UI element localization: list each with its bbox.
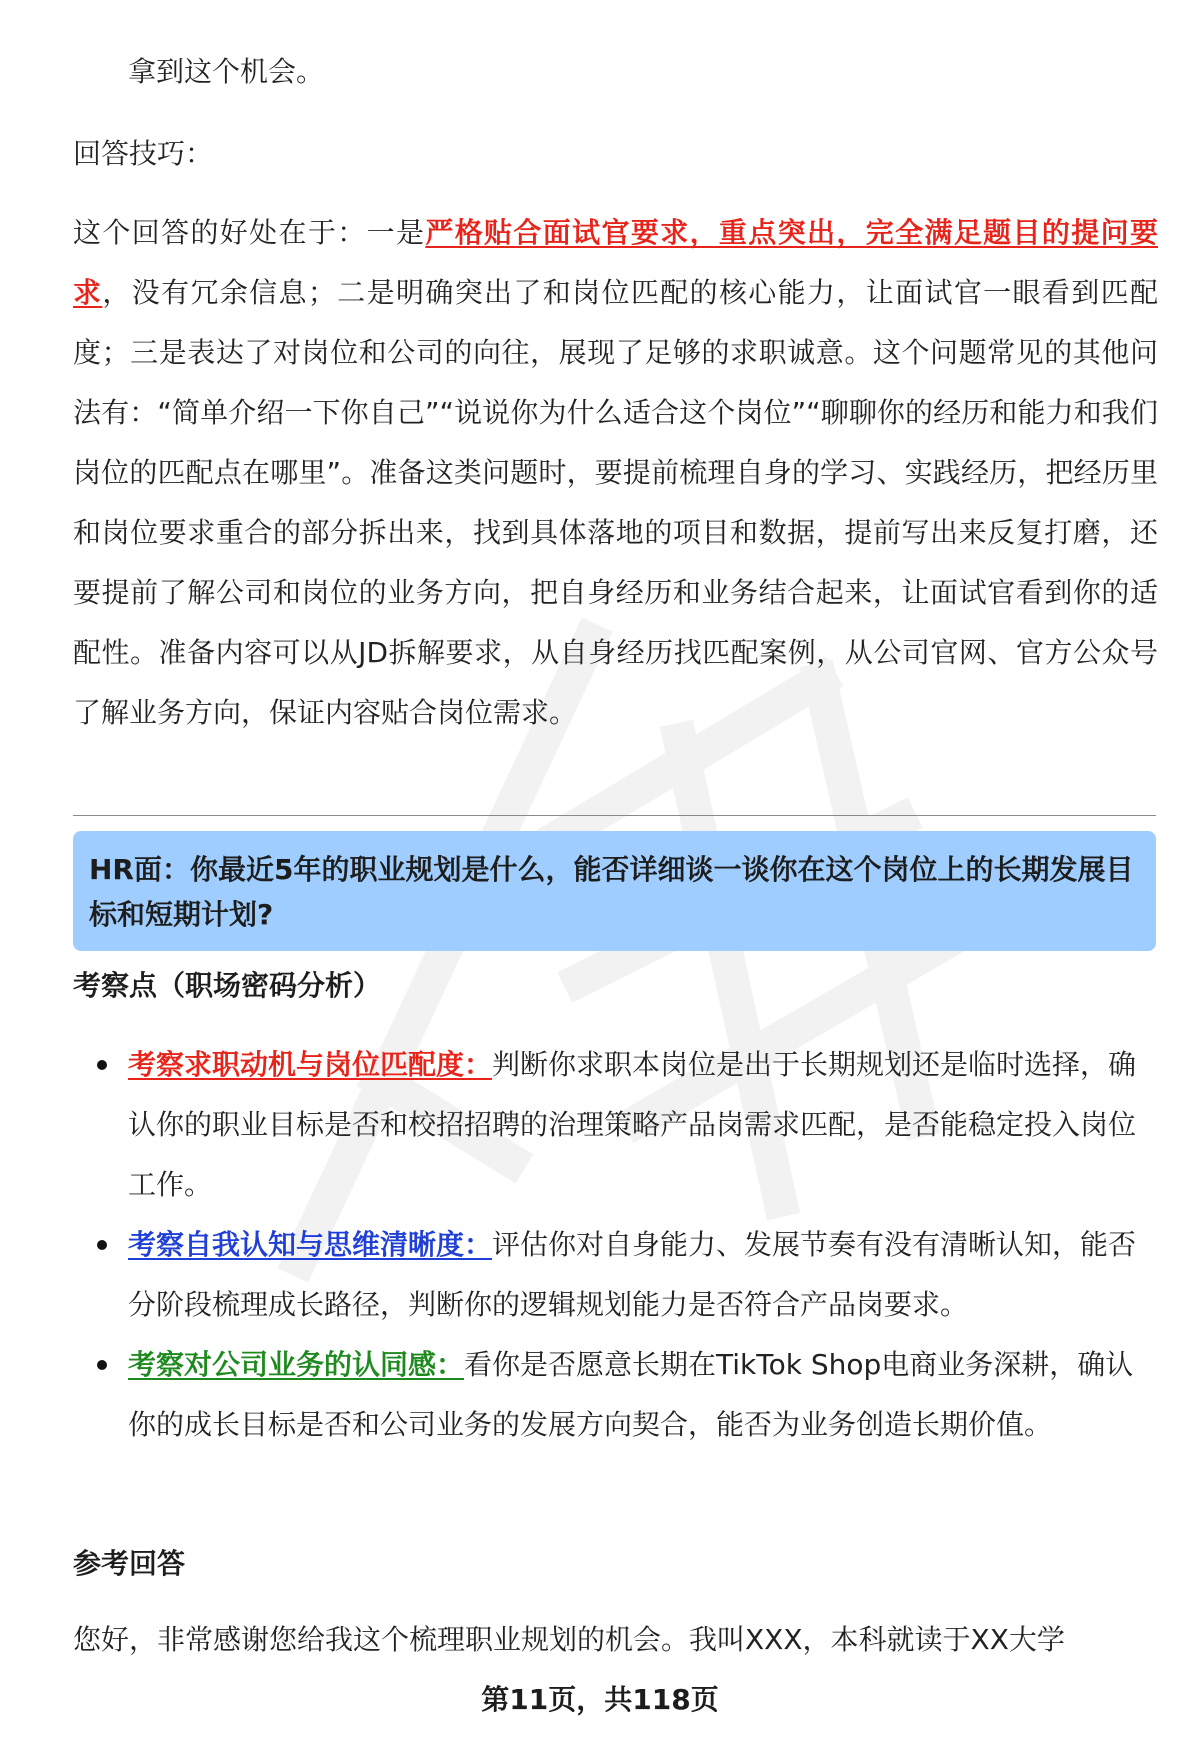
tips-lead: 这个回答的好处在于：一是 xyxy=(73,216,426,249)
question-text: HR面：你最近5年的职业规划是什么，能否详细谈一谈你在这个岗位上的长期发展目标和短期计划? xyxy=(89,853,1134,931)
bullet-icon xyxy=(97,1240,107,1250)
previous-answer-tail: 拿到这个机会。 xyxy=(128,55,325,88)
assessment-point-text: 评估你对自身能力、发展节奏有没有清晰认知，能否分阶段梳理成长路径，判断你的逻辑规划能力是否符合产品岗要求。 xyxy=(128,1228,1137,1321)
reference-answer-heading: 参考回答 xyxy=(73,1547,186,1580)
assessment-point-label: 考察求职动机与岗位匹配度： xyxy=(128,1048,493,1081)
bullet-icon xyxy=(97,1060,107,1070)
tips-paragraph xyxy=(73,203,1158,743)
assessment-point-text: 判断你求职本岗位是出于长期规划还是临时选择，确认你的职业目标是否和校招招聘的治理策略产品岗需求匹配，是否能稳定投入岗位工作。 xyxy=(128,1048,1137,1201)
question-box xyxy=(73,831,1156,951)
tips-rest: ，没有冗余信息；二是明确突出了和岗位匹配的核心能力，让面试官一眼看到匹配度；三是表达了对岗位和公司的向往，展现了足够的求职诚意。这个问题常见的其他问法有：“简单介绍一下你自己”“说说你为什么适合这个岗位”“聊聊你的经历和能力和我们岗位的匹配点在哪里”。准备这类问题时，要提前梳理自身的学习、实践经历，把经历里和岗位要求重合的部分拆出来，找到具体落地的项目和数据，提前写出来反复打磨，还要提前了解公司和岗位的业务方向，把自身经历和业务结合起来，让面试官看到你的适配性。准备内容可以从JD拆解要求，从自身经历找匹配案例，从公司官网、官方公众号了解业务方向，保证内容贴合岗位需求。 xyxy=(73,276,1158,729)
assessment-point-text: 看你是否愿意长期在TikTok Shop电商业务深耕，确认你的成长目标是否和公司业务的发展方向契合，能否为业务创造长期价值。 xyxy=(128,1348,1134,1441)
section-divider xyxy=(73,815,1156,816)
assessment-point-label: 考察对公司业务的认同感： xyxy=(128,1348,465,1381)
reference-answer-start: 您好，非常感谢您给我这个梳理职业规划的机会。我叫XXX，本科就读于XX大学 xyxy=(73,1623,1065,1656)
assessment-point xyxy=(128,1215,1153,1335)
bullet-icon xyxy=(97,1360,107,1370)
tips-heading: 回答技巧： xyxy=(73,137,214,170)
tips-highlight: 严格贴合面试官要求，重点突出，完全满足题目的提问要求 xyxy=(73,216,1158,309)
assessment-point xyxy=(128,1335,1153,1455)
assessment-points-list xyxy=(128,1035,1153,1455)
assessment-points-heading: 考察点（职场密码分析） xyxy=(73,969,382,1002)
assessment-point xyxy=(128,1035,1153,1215)
assessment-point-label: 考察自我认知与思维清晰度： xyxy=(128,1228,493,1261)
page-number-footer: 第11页，共118页 xyxy=(481,1683,719,1716)
